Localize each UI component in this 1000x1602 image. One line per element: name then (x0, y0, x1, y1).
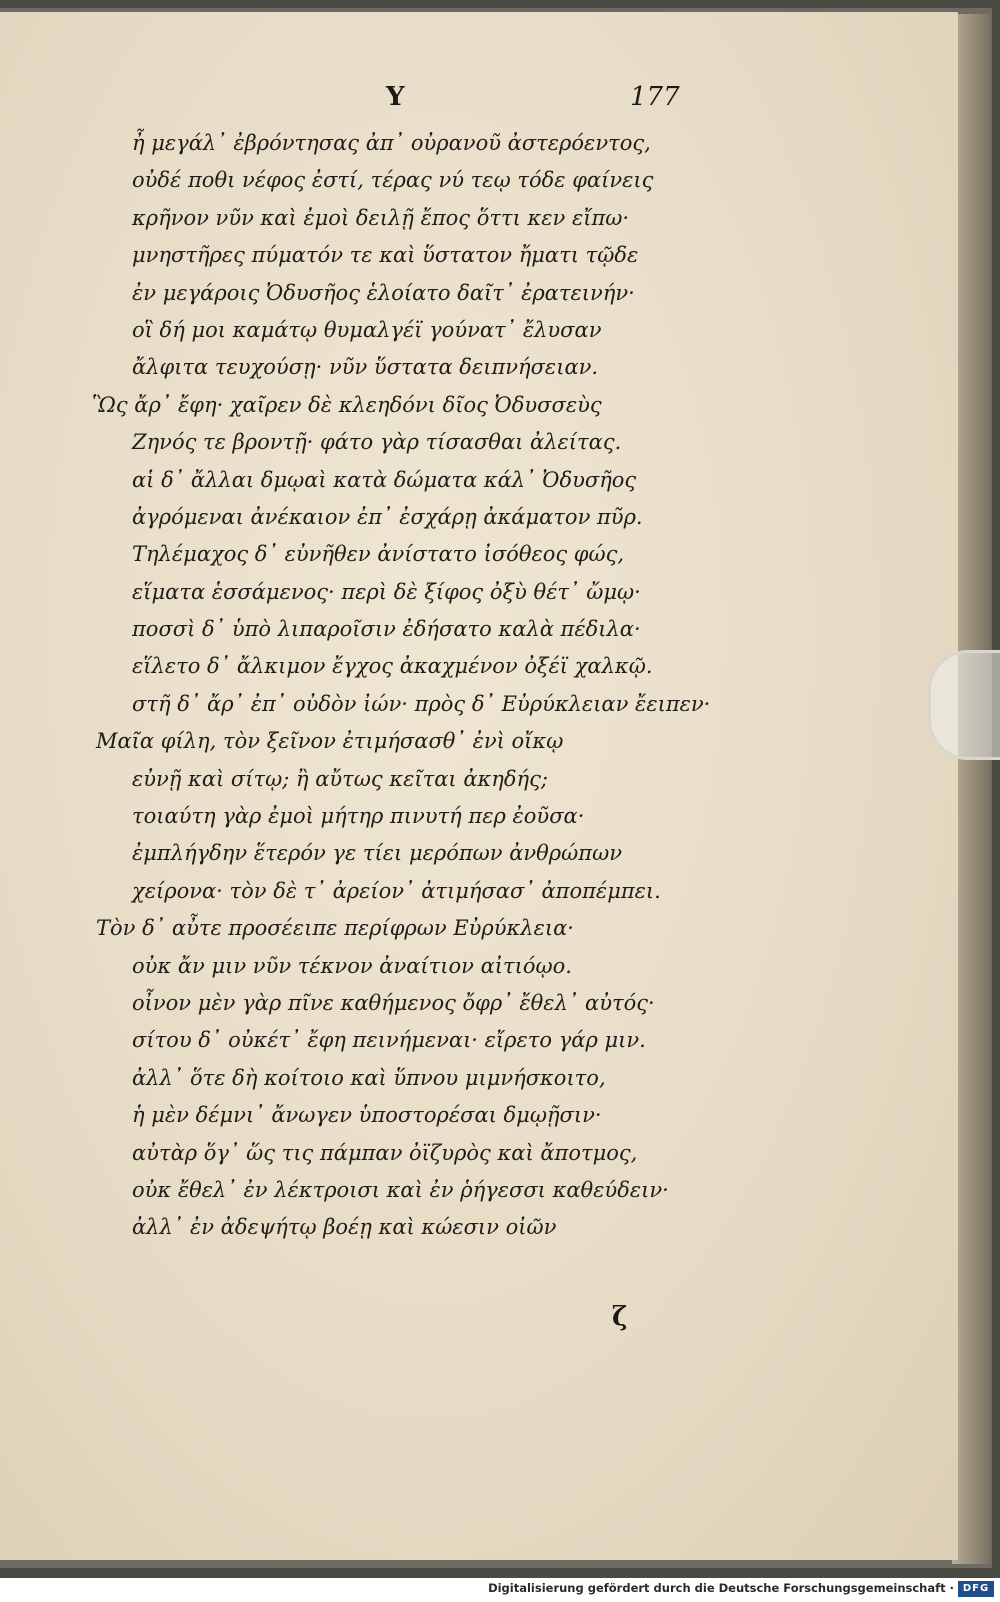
text-line: Ὣς ἄρ᾽ ἔφη· χαῖρεν δὲ κλεηδόνι δῖος Ὀδυσσεὺς (92, 392, 602, 417)
text-line: εὐνῇ καὶ σίτῳ; ἢ αὔτως κεῖται ἀκηδής; (132, 766, 548, 791)
text-line: τοιαύτη γὰρ ἐμοὶ μήτηρ πινυτή περ ἐοῦσα· (132, 804, 585, 829)
text-line: ἐν μεγάροις Ὀδυσῆος ἑλοίατο δαῖτ᾽ ἐρατεινήν· (132, 280, 635, 305)
text-line: ἄλφιτα τευχούσῃ· νῦν ὕστατα δειπνήσειαν. (132, 355, 599, 380)
text-line: εἵματα ἑσσάμενος· περὶ δὲ ξίφος ὀξὺ θέτ᾽ ὤμῳ· (132, 579, 641, 604)
footer-bar (0, 1578, 1000, 1602)
text-line: Μαῖα φίλη, τὸν ξεῖνον ἐτιμήσασθ᾽ ἐνὶ οἴκῳ (96, 729, 564, 754)
catchword: ζ (612, 1302, 628, 1332)
text-line: Ζηνός τε βροντῇ· φάτο γὰρ τίσασθαι ἀλείτας. (132, 430, 622, 455)
text-line: μνηστῆρες πύματόν τε καὶ ὕστατον ἤματι τῷδε (132, 243, 639, 268)
signature-mark: Υ (386, 82, 405, 112)
text-line: ἡ μὲν δέμνι᾽ ἄνωγεν ὑποστορέσαι δμῳῇσιν· (132, 1103, 602, 1128)
page-number: 177 (630, 82, 680, 112)
text-line: οὐκ ἄν μιν νῦν τέκνον ἀναίτιον αἰτιόῳο. (132, 953, 572, 978)
page-clip (928, 650, 1000, 760)
text-line: αὐτὰρ ὅγ᾽ ὥς τις πάμπαν ὀϊζυρὸς καὶ ἄποτμος, (132, 1140, 638, 1165)
text-line: οἶνον μὲν γὰρ πῖνε καθήμενος ὄφρ᾽ ἔθελ᾽ αὐτός· (132, 990, 655, 1015)
text-line: χείρονα· τὸν δὲ τ᾽ ἀρείον᾽ ἀτιμήσασ᾽ ἀποπέμπει. (132, 878, 661, 903)
text-line: ἀλλ᾽ ὅτε δὴ κοίτοιο καὶ ὕπνου μιμνήσκοιτο, (132, 1065, 606, 1090)
text-line: ποσσὶ δ᾽ ὑπὸ λιπαροῖσιν ἐδήσατο καλὰ πέδιλα· (132, 617, 641, 642)
text-line: ἐμπλήγδην ἕτερόν γε τίει μερόπων ἀνθρώπων (132, 841, 622, 866)
text-line: οἳ δή μοι καμάτῳ θυμαλγέϊ γούνατ᾽ ἔλυσαν (132, 317, 602, 342)
dfg-logo: DFG (958, 1581, 994, 1597)
funding-credit: Digitalisierung gefördert durch die Deutsche Forschungsgemeinschaft · (488, 1581, 954, 1595)
text-line: κρῆνον νῦν καὶ ἐμοὶ δειλῇ ἔπος ὅττι κεν εἴπω· (132, 205, 630, 230)
text-line: ἦ μεγάλ᾽ ἐβρόντησας ἀπ᾽ οὐρανοῦ ἀστερόεντος, (132, 131, 651, 155)
text-line: ἀγρόμεναι ἀνέκαιον ἐπ᾽ ἐσχάρῃ ἀκάματον πῦρ. (132, 504, 643, 529)
text-line: στῆ δ᾽ ἄρ᾽ ἐπ᾽ οὐδὸν ἰών· πρὸς δ᾽ Εὐρύκλειαν ἔειπεν· (132, 691, 711, 716)
text-line: Τὸν δ᾽ αὖτε προσέειπε περίφρων Εὐρύκλεια· (96, 916, 574, 941)
text-line: εἵλετο δ᾽ ἄλκιμον ἔγχος ἀκαχμένον ὀξέϊ χαλκῷ. (132, 654, 653, 679)
text-line: οὐκ ἔθελ᾽ ἐν λέκτροισι καὶ ἐν ῥήγεσσι καθεύδειν· (132, 1177, 669, 1202)
text-line: οὐδέ ποθι νέφος ἐστί, τέρας νύ τεῳ τόδε φαίνεις (132, 168, 654, 193)
text-line: αἱ δ᾽ ἄλλαι δμῳαὶ κατὰ δώματα κάλ᾽ Ὀδυσῆος (132, 467, 637, 492)
text-block (92, 125, 792, 1247)
book-page (0, 12, 958, 1560)
text-line: Τηλέμαχος δ᾽ εὐνῆθεν ἀνίστατο ἰσόθεος φώς, (132, 542, 625, 567)
text-line: σίτου δ᾽ οὐκέτ᾽ ἔφη πεινήμεναι· εἴρετο γάρ μιν. (132, 1028, 646, 1053)
text-line: ἀλλ᾽ ἐν ἀδεψήτῳ βοέῃ καὶ κώεσιν οἰῶν (132, 1215, 557, 1240)
